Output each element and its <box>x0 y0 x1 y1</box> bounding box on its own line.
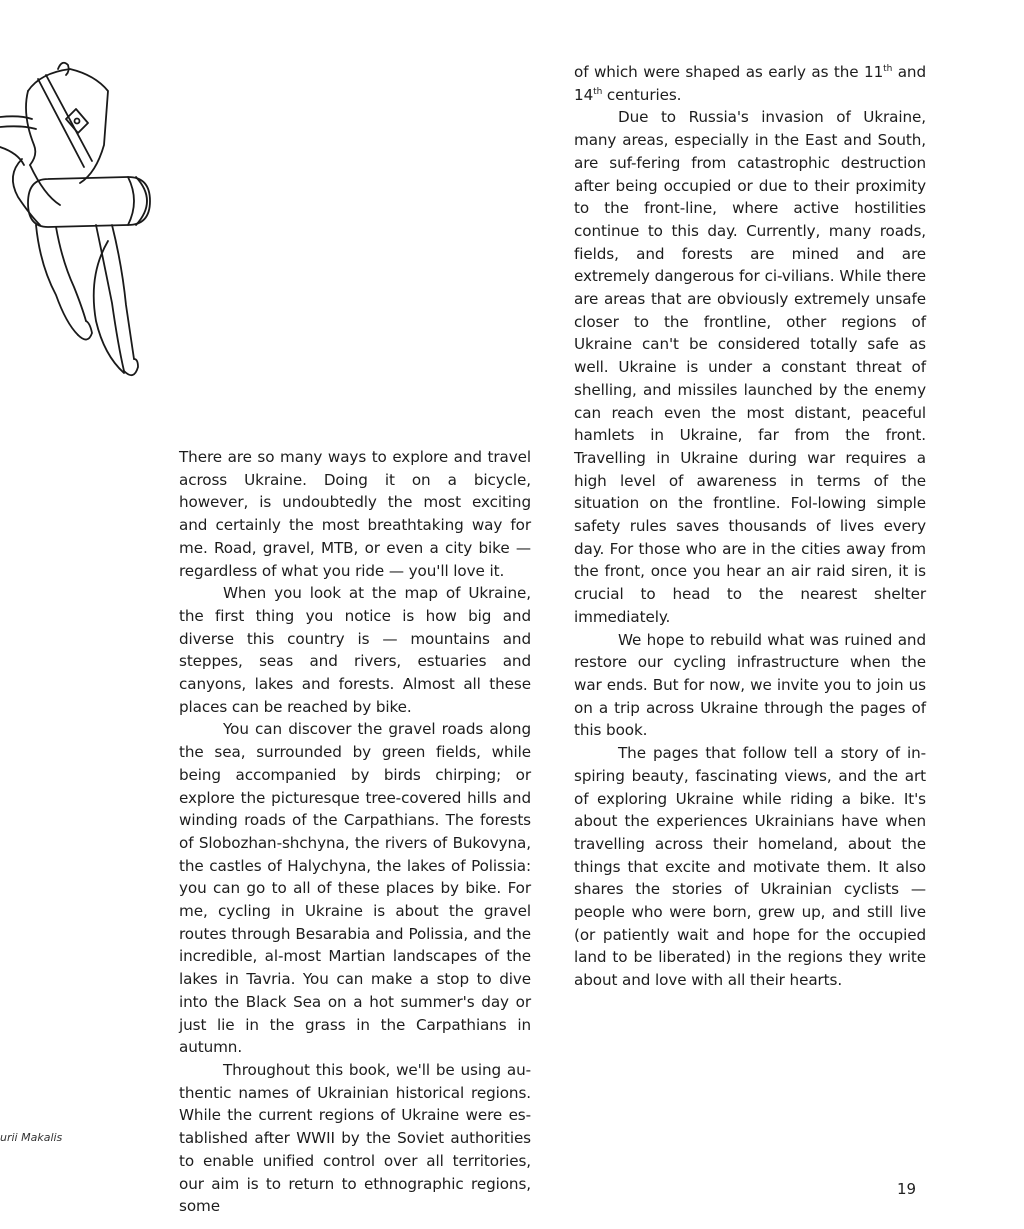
body-paragraph: We hope to rebuild what was ruined and restore our cycling infrastructure when the war ends. But for now, we invite you to join us on a trip across Ukraine through the pages of this book. <box>574 630 926 740</box>
paragraph-text: centuries. <box>602 85 682 104</box>
body-paragraph: The pages that follow tell a story of in-spiring beauty, fascinating views, and the art of exploring Ukraine while riding a bike. It's about the experiences Ukrainians have when travelling across their homeland, about the things that excite and motivate them. It also shares the stories of Ukrainian cyclists — people who were born, grew up, and still live (or patiently wait and hope for the occupied land to be liberated) in the regions they write about and love with all their hearts. <box>574 744 926 990</box>
body-paragraph: When you look at the map of Ukraine, the first thing you notice is how big and diverse this country is — mountains and steppes, seas and rivers, estuaries and canyons, lakes and forests. Almost all these places can be reached by bike. <box>179 584 531 716</box>
body-paragraph: Due to Russia's invasion of Ukraine, many areas, especially in the East and South, are suf-fering from catastrophic destruction after being occupied or due to their proximity to the front-line, where active hostilities continue to this day. Currently, many roads, fields, and forests are mined and are extremely dangerous for ci-vilians. While there are areas that are obviously extremely unsafe closer to the frontline, other regions of Ukraine can't be considered totally safe as well. Ukraine is under a constant threat of shelling, and missiles launched by the enemy can reach even the most distant, peaceful hamlets in Ukraine, far from the front. Travelling in Ukraine during war requires a high level of awareness in terms of the situation on the frontline. Fol-lowing simple safety rules saves thousands of lives every day. For those who are in the cities away from the front, once you hear an air raid siren, it is crucial to head to the nearest shelter immediately. <box>574 108 926 626</box>
page-number: 19 <box>897 1180 917 1198</box>
illustrator-credit: urii Makalis <box>0 1131 63 1144</box>
body-paragraph: There are so many ways to explore and travel across Ukraine. Doing it on a bicycle, however, is undoubtedly the most exciting and certainly the most breathtaking way for me. Road, gravel, MTB, or even a city bike — regardless of what you ride — you'll love it. <box>179 448 531 580</box>
right-text-column <box>574 61 926 992</box>
paragraph-text: and 14 <box>574 63 926 104</box>
cyclist-line-drawing-icon <box>0 55 200 385</box>
body-paragraph: You can discover the gravel roads along the sea, surrounded by green fields, while being accompanied by birds chirping; or explore the picturesque tree-covered hills and winding roads of the Carpathians. The forests of Slobozhan-shchyna, the rivers of Bukovyna, the castles of Halychyna, the lakes of Polissia: you can go to all of these places by bike. For me, cycling in Ukraine is about the gravel routes through Besarabia and Polissia, and the incredible, al-most Martian landscapes of the lakes in Tavria. You can make a stop to dive into the Black Sea on a hot summer's day or just lie in the grass in the Carpathians in autumn. <box>179 720 531 1057</box>
body-paragraph: Throughout this book, we'll be using au-thentic names of Ukrainian historical regions. While the current regions of Ukraine were es-tablished after WWII by the Soviet authorities to enable unified control over all territories, our aim is to return to ethnographic regions, some <box>179 1060 531 1216</box>
paragraph-text: of which were shaped as early as the 11 <box>574 63 884 81</box>
left-text-column <box>179 446 531 1218</box>
body-paragraph-continued <box>574 61 926 106</box>
ordinal-suffix: th <box>593 86 603 97</box>
ordinal-suffix: th <box>883 63 893 74</box>
